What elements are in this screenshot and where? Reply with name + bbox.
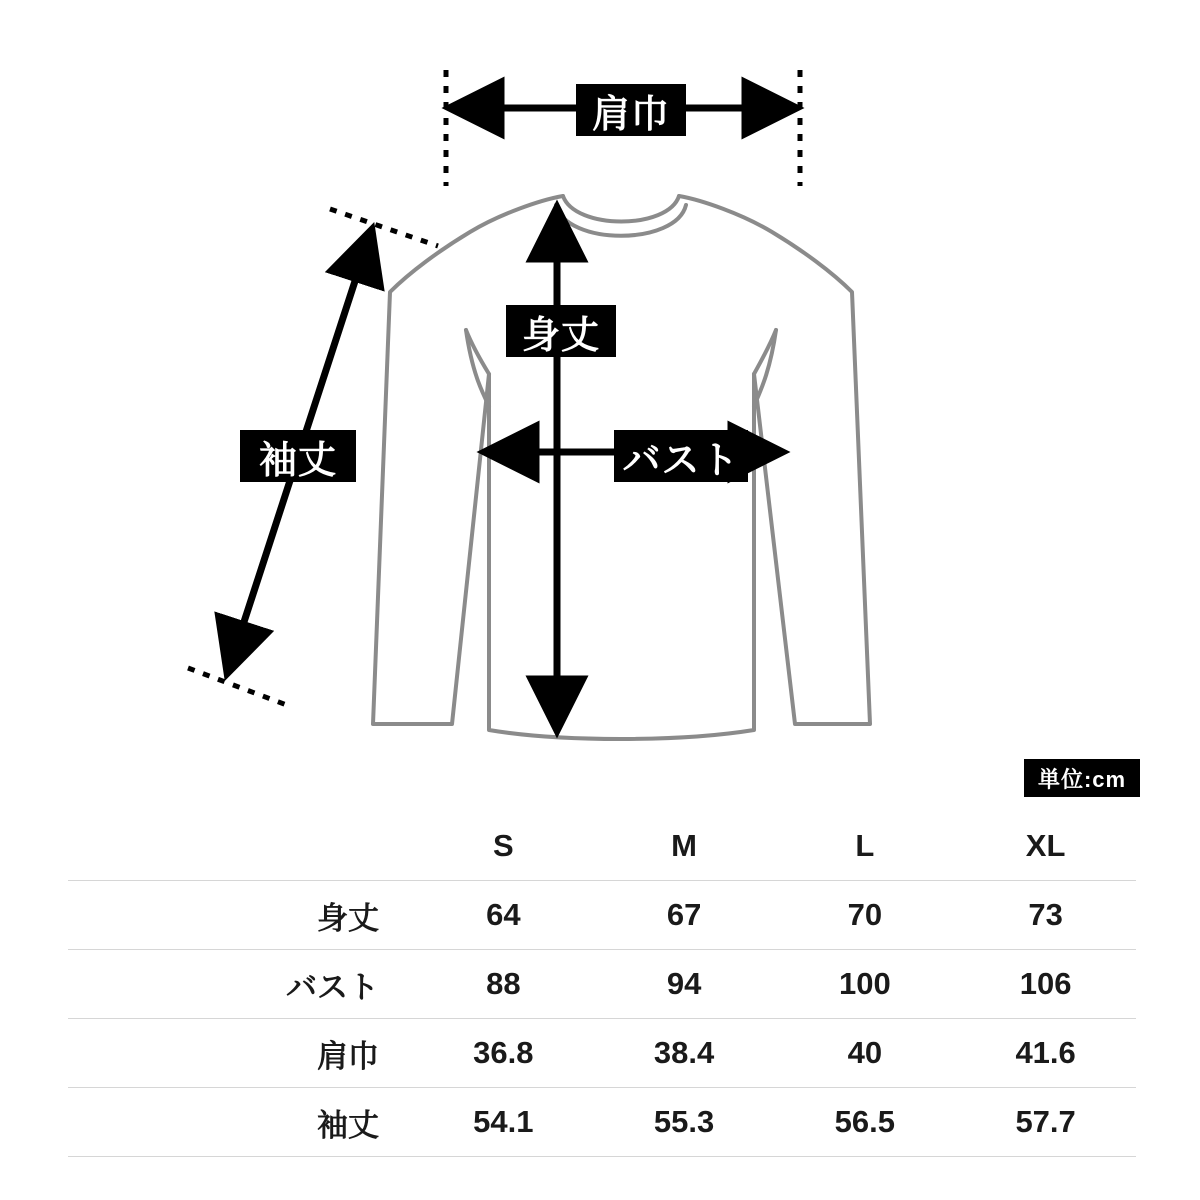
table-row [68, 881, 1136, 950]
table-row [68, 1088, 1136, 1157]
cell-bust-s: 88 [486, 966, 521, 1001]
label-body-length: 身丈 [506, 305, 616, 357]
column-header-l: L [855, 828, 875, 863]
label-bust: バスト [614, 430, 748, 482]
cell-shoulder-xl: 41.6 [1015, 1035, 1076, 1070]
size-table-header [68, 812, 1136, 881]
cell-bust-l: 100 [838, 966, 891, 1001]
cell-body-length-s: 64 [486, 897, 521, 932]
cell-sleeve-xl: 57.7 [1015, 1104, 1076, 1139]
cell-body-length-m: 67 [666, 897, 702, 932]
cell-body-length-l: 70 [847, 897, 883, 932]
table-header-row [68, 812, 1136, 881]
column-header-s: S [493, 828, 514, 863]
column-header-m: M [671, 828, 697, 863]
row-label-sleeve-length: 袖丈 [316, 1107, 379, 1143]
table-row [68, 1019, 1136, 1088]
cell-shoulder-l: 40 [847, 1035, 883, 1070]
cell-body-length-xl: 73 [1028, 897, 1063, 932]
row-label-shoulder-width: 肩巾 [316, 1038, 379, 1074]
column-header-xl: XL [1025, 828, 1066, 863]
label-sleeve-length: 袖丈 [240, 430, 356, 482]
table-corner-cell [68, 812, 413, 881]
cell-bust-m: 94 [666, 966, 702, 1001]
label-shoulder-width: 肩巾 [576, 84, 686, 136]
cell-bust-xl: 106 [1019, 966, 1072, 1001]
table-row [68, 950, 1136, 1019]
cell-sleeve-l: 56.5 [834, 1104, 896, 1139]
label-unit: 単位:cm [1024, 759, 1140, 797]
size-table [68, 812, 1136, 1157]
cell-shoulder-m: 38.4 [653, 1035, 715, 1070]
size-table-body [68, 881, 1136, 1157]
row-label-body-length: 身丈 [316, 900, 379, 936]
cell-sleeve-s: 54.1 [473, 1104, 534, 1139]
cell-sleeve-m: 55.3 [653, 1104, 715, 1139]
cell-shoulder-s: 36.8 [473, 1035, 534, 1070]
row-label-bust: バスト [285, 969, 379, 1005]
